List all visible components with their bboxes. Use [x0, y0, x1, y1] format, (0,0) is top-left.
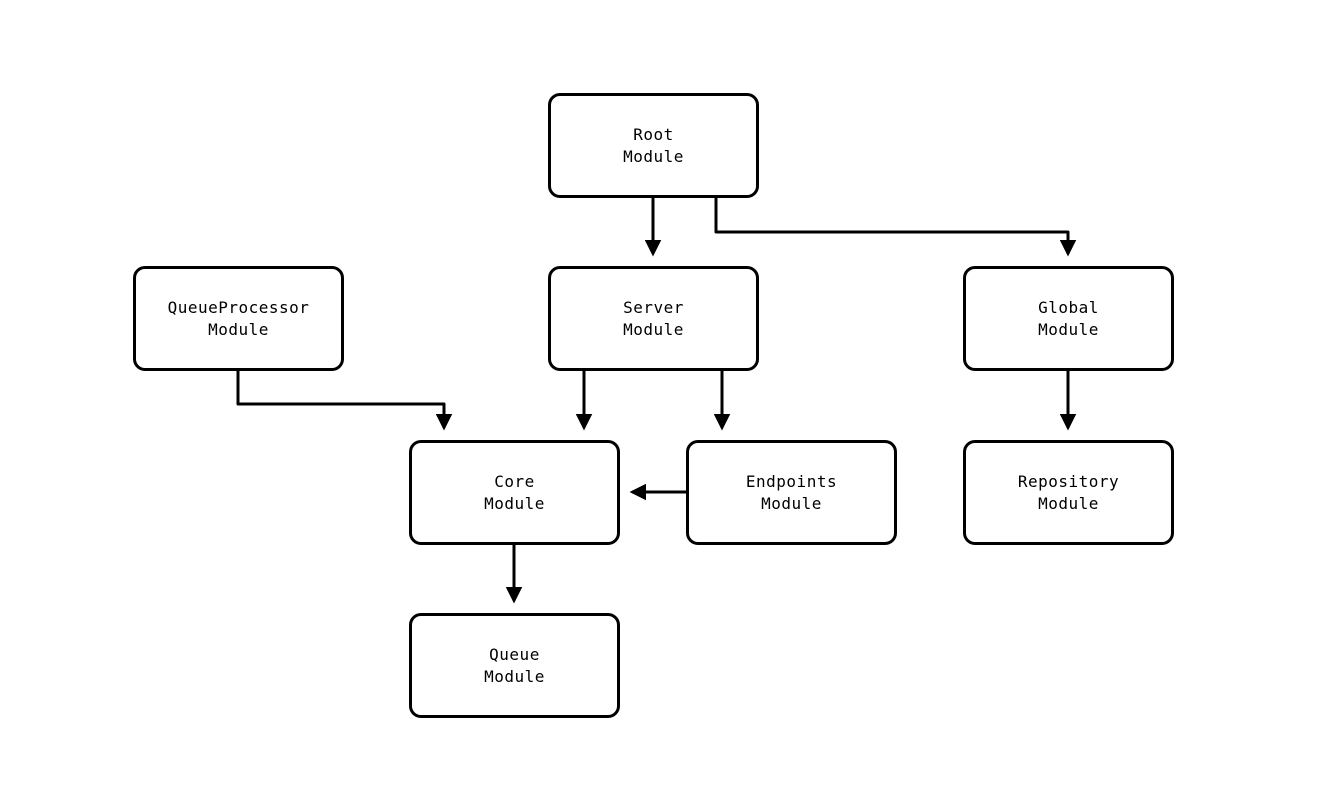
node-label-line2: Module: [623, 146, 684, 166]
node-label-line1: Queue: [489, 644, 540, 664]
node-label-line2: Module: [623, 319, 684, 339]
node-server-module[interactable]: [548, 266, 759, 371]
node-label-line1: Repository: [1017, 471, 1120, 491]
node-label-line1: Global: [1038, 297, 1099, 317]
node-global-module[interactable]: [963, 266, 1174, 371]
node-label-line2: Module: [1038, 319, 1099, 339]
node-label-line1: Root: [633, 124, 674, 144]
node-label-line2: Module: [484, 666, 545, 686]
node-label-line1: Core: [494, 471, 535, 491]
node-queue-module[interactable]: [409, 613, 620, 718]
node-label-line1: QueueProcessor: [167, 297, 310, 317]
edge-root-to-global: [716, 198, 1068, 254]
node-label-line1: Endpoints: [745, 471, 838, 491]
edge-queueprocessor-to-core: [238, 371, 444, 428]
node-endpoints-module[interactable]: [686, 440, 897, 545]
node-label-line2: Module: [1038, 493, 1099, 513]
node-core-module[interactable]: [409, 440, 620, 545]
node-label-line2: Module: [761, 493, 822, 513]
node-queueprocessor-module[interactable]: [133, 266, 344, 371]
node-label-line1: Server: [623, 297, 684, 317]
node-label-line2: Module: [484, 493, 545, 513]
node-label-line2: Module: [208, 319, 269, 339]
node-root-module[interactable]: [548, 93, 759, 198]
node-repository-module[interactable]: [963, 440, 1174, 545]
